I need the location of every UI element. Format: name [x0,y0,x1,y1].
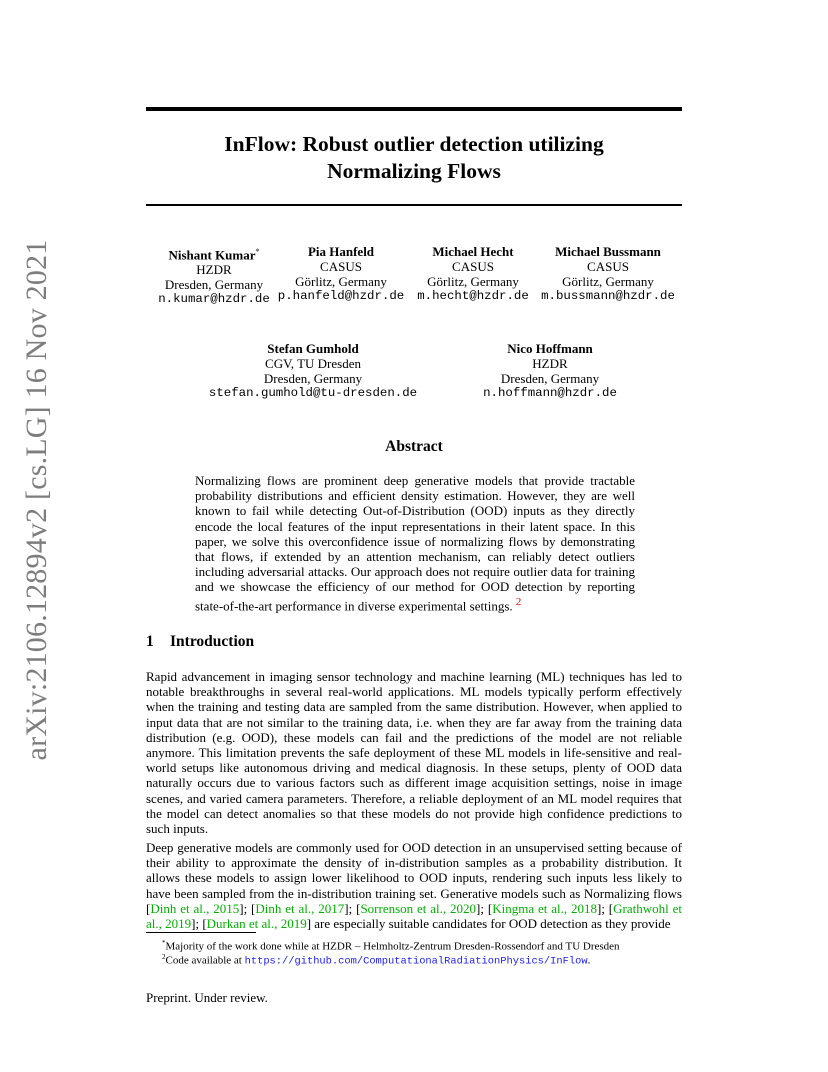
author-block [277,244,405,304]
author-email: m.bussmann@hzdr.de [541,289,675,303]
author-name: Nico Hoffmann [507,341,593,356]
author-location: Görlitz, Germany [427,274,519,289]
author-affiliation: CGV, TU Dresden [265,356,361,371]
footnote-text: Code available at [165,954,242,967]
intro-paragraph-2: Deep generative models are commonly used for OOD detection in an unsupervised setting because of their ability to approximate the density of in-distribution samples as a probability distribution. It allows these models to assign lower likelihood to OOD inputs, rendering such inputs less likely to have been sampled from the in-distribution training set. Generative models such as Normalizing flows [Dinh et al., 2015]; [Dinh et al., 2017]; [Sorrenson et al., 2020]; [Kingma et al., 2018]; [Grathwohl et al., 2019]; [Durkan et al., 2019] are especially suitable candidates for OOD detection as they provide [146,840,682,932]
citation-link[interactable]: Kingma et al., 2018 [492,900,597,916]
footnote-text: Majority of the work done while at HZDR – Helmholtz-Zentrum Dresden-Rossendorf and TU Dresden [165,940,620,953]
footnote: $^2$Code available at https://github.com/ComputationalRadiationPhysics/InFlow. [162,953,591,968]
author-block [208,341,418,401]
footnote-mark: * [162,939,166,947]
author-name: Pia Hanfeld [307,244,375,259]
author-email: n.kumar@hzdr.de [158,292,270,307]
abstract-body [195,473,635,613]
author-location: Dresden, Germany [500,371,600,386]
title-line-1: InFlow: Robust outlier detection utilizing [224,132,604,156]
abstract-text: Normalizing flows are prominent deep generative models that provide tractable probability distributions and efficient density estimation. However, they are well known to fail while detecting Out-of-Distribution (OOD) inputs as they directly encode the local features of the input representations in their latent space. In this paper, we solve this overconfidence issue of normalizing flows by demonstrating that flows, if extended by an attention mechanism, can reliably detect outliers including adversarial attacks. Our approach does not require outlier data for training and we showcase the efficiency of our method for OOD detection by reporting state-of-the-art performance in diverse experimental settings. [195,473,635,613]
footnote-link[interactable]: 2 [515,595,522,608]
author-affiliation: HZDR [196,262,232,278]
section-title: Introduction [170,633,255,650]
author-email: m.hecht@hzdr.de [417,289,529,303]
preprint-note: Preprint. Under review. [146,990,268,1005]
author-affiliation: CASUS [320,259,362,274]
author-location: Görlitz, Germany [562,274,654,289]
title-rule-top [146,107,682,111]
title-line-2: Normalizing Flows [327,159,501,183]
arxiv-stamp: arXiv:2106.12894v2 [cs.LG] 16 Nov 2021 [20,239,53,761]
author-email: n.hoffmann@hzdr.de [483,386,617,400]
author-block [480,341,620,401]
paragraph-text: are especially suitable candidates for OOD detection as they provide [314,916,671,932]
author-location: Dresden, Germany [164,277,264,293]
citation-link[interactable]: Durkan et al., 2019 [206,916,307,932]
author-email: stefan.gumhold@tu-dresden.de [208,386,418,400]
author-mark: * [255,247,260,256]
author-name: Stefan Gumhold [267,341,359,356]
citation-link[interactable]: Dinh et al., 2015 [150,900,240,916]
author-name: Nishant Kumar [168,247,256,263]
section-heading [146,633,254,651]
author-affiliation: HZDR [532,356,568,371]
paragraph-text: Deep generative models are commonly used for OOD detection in an unsupervised setting because of their ability to approximate the density of in-distribution samples as a probability distribution. It allows these models to assign lower likelihood to OOD inputs, rendering such inputs less likely to have been sampled from the in-distribution training set. Generative models such as Normalizing flows [146,840,682,901]
author-block [540,244,676,304]
author-location: Görlitz, Germany [295,274,387,289]
paper-title [146,131,682,185]
citation-link[interactable]: Dinh et al., 2017 [255,900,345,916]
code-url-link[interactable]: https://github.com/ComputationalRadiationPhysics/InFlow [244,955,588,968]
footnote-rule [146,932,256,933]
abstract-heading: Abstract [385,438,443,455]
author-affiliation: CASUS [452,259,494,274]
author-affiliation: CASUS [587,259,629,274]
author-email: p.hanfeld@hzdr.de [277,289,405,303]
title-rule-bottom [146,204,682,206]
author-name: Michael Hecht [432,244,514,259]
author-name: Michael Bussmann [555,244,661,259]
intro-paragraph-1: Rapid advancement in imaging sensor technology and machine learning (ML) techniques has led to notable breakthroughs in several real-world applications. ML models typically perform effectively when the training and testing data are sampled from the same distribution. However, when applied to input data that are not similar to the training data, i.e. when they are far away from the training data distribution (e.g. OOD), these models can fail and the predictions of the model are not reliable anymore. This limitation prevents the safe deployment of these ML models in life-sensitive and real-world setups like autonomous driving and medical diagnosis. In these setups, plenty of OOD data naturally occurs due to various factors such as different image acquisition settings, noise in image scenes, and varied camera parameters. Therefore, a reliable deployment of an ML model requires that the model can detect anomalies so that these models do not provide high confidence predictions to such inputs. [146,669,682,837]
author-block [154,244,274,307]
footnote-mark: 2 [162,953,166,961]
author-location: Dresden, Germany [263,371,363,386]
section-number: 1 [146,633,154,650]
citation-link[interactable]: Grathwohl et al., 2019 [146,900,682,932]
citation-link[interactable]: Sorrenson et al., 2020 [360,900,477,916]
author-block [414,244,532,304]
